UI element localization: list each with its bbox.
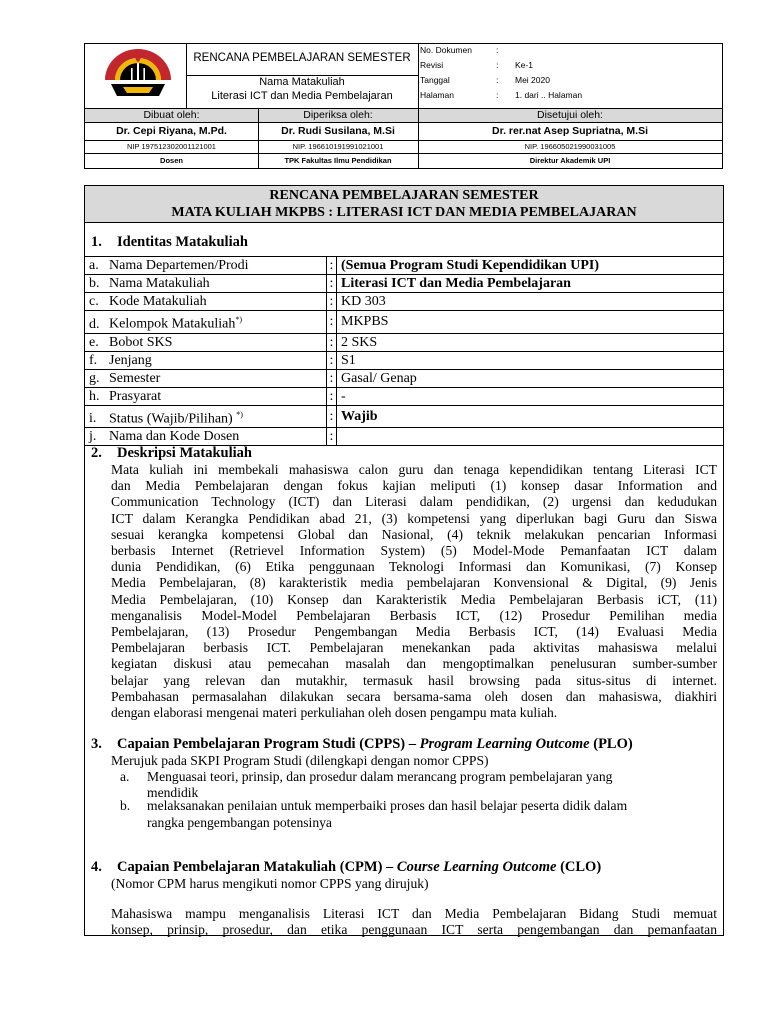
meta-value: 1. dari .. Halaman: [515, 90, 583, 100]
identity-label-cell: [85, 369, 327, 387]
identity-letter: g.: [89, 370, 100, 386]
approved-by-nip: NIP. 196605021990031005: [524, 142, 616, 151]
identity-row: [85, 405, 723, 428]
cpps-note: Merujuk pada SKPI Program Studi (dilengkapi dengan nomor CPPS): [111, 753, 489, 768]
identity-value: 2 SKS: [337, 333, 724, 351]
identity-letter: j.: [89, 429, 97, 445]
identity-label-cell: [85, 387, 327, 405]
identity-value: MKPBS: [337, 311, 724, 334]
identity-label: Bobot SKS: [109, 334, 173, 350]
identity-label: Semester: [109, 370, 161, 386]
cpps-item-b-line2: rangka pengembangan potensinya: [147, 815, 332, 830]
section-title: Identitas Matakuliah: [117, 234, 248, 250]
identity-label-cell: [85, 275, 327, 293]
identity-label: Nama dan Kode Dosen: [109, 429, 240, 445]
approved-by-role: Direktur Akademik UPI: [529, 156, 611, 165]
description-line: berbasis Internet (Retrievel Information System) (5) Model-Mode Pemanfaatan ICT dalam: [111, 543, 717, 559]
description-line: Mata kuliah ini membekali mahasiswa calon guru dan tenaga kependidikan tentang Literasi ICT: [111, 462, 717, 477]
made-by-role: Dosen: [160, 156, 183, 165]
identity-footnote-mark: *): [235, 315, 243, 324]
description-line: belajar yang relevan dan mutakhir, termasuk hasil browsing pada situs-situs di internet.: [111, 672, 717, 688]
identity-value: [337, 428, 724, 446]
meta-label: Tanggal: [420, 75, 450, 85]
identity-label-cell: [85, 293, 327, 311]
identity-label: Nama Matakuliah: [109, 276, 210, 291]
document-title-line2: MATA KULIAH MKPBS : LITERASI ICT DAN MEDIA PEMBELAJARAN: [171, 205, 637, 220]
section-title-suffix: (CLO): [556, 859, 602, 875]
section-title-suffix: (PLO): [589, 736, 633, 752]
identity-row: [85, 275, 723, 293]
approved-by-name: Dr. rer.nat Asep Supriatna, M.Si: [492, 125, 648, 137]
identity-colon: :: [327, 428, 337, 446]
cpps-item-a-line2: mendidik: [147, 785, 199, 800]
description-line: menganalisis Model-Model Pembelajaran Berbasis ICT, (12) Prosedur Pemilihan media: [111, 607, 717, 623]
description-line: Communication Technology (ICT) dan Literasi dalam pendidikan, (2) urgensi dan kedudukan: [111, 494, 717, 510]
description-line: dan Media Pembelajaran dengan fokus kajian meliputi (1) konsep dasar Information and: [111, 478, 717, 494]
checked-by-role: TPK Fakultas Ilmu Pendidikan: [284, 156, 392, 165]
identity-value: Literasi ICT dan Media Pembelajaran: [337, 275, 724, 293]
identity-label-cell: [85, 257, 327, 275]
section-3-heading: [91, 736, 633, 753]
description-line: Media Pembelajaran, (10) Konsep dan Karakteristik Media Pembelajaran Berbasis iCT, (11): [111, 591, 717, 607]
header-course-label: Nama Matakuliah: [259, 76, 345, 88]
document-title-line1: RENCANA PEMBELAJARAN SEMESTER: [269, 188, 539, 203]
identity-letter: f.: [89, 352, 98, 368]
upi-logo-icon: [101, 46, 175, 102]
description-line: Pembelajaran, (13) Prosedur Pengembangan Media Berbasis ICT, (14) Evaluasi Media: [111, 624, 717, 640]
identity-row: [85, 387, 723, 405]
checked-by-nip: NIP. 196610191991021001: [292, 142, 384, 151]
cpm-description: [111, 906, 717, 938]
section-title-italic: Program Learning Outcome: [419, 736, 590, 752]
course-identity-table: [85, 256, 723, 446]
identity-value: KD 303: [337, 293, 724, 311]
section-number: 2.: [91, 445, 102, 461]
meta-value: Ke-1: [515, 60, 533, 70]
description-line: ICT dalam Kerangka Pendidikan abad 21, (3) kompetensi yang diperlukan bagi Guru dan Siswa: [111, 510, 717, 526]
description-line: dengan elaborasi mengenai materi perkuliahan oleh dosen pengampu mata kuliah.: [111, 705, 558, 721]
made-by-nip: NIP 197512302001121001: [127, 142, 216, 151]
description-line: Media Pembelajaran, (8) karakteristik media pembelajaran Konvensional & Digital, (9) Jenis: [111, 575, 717, 591]
identity-label: Prasyarat: [109, 388, 162, 404]
identity-label-cell: [85, 405, 327, 428]
description-line: Pembelajaran berbasis ICT. Pembelajaran menekankan pada aktivitas mahasiswa melalui: [111, 640, 717, 656]
description-line: dunia Pendidikan, (6) Etika penggunaan Teknologi Informasi dan Komunikasi, (7) Konsep: [111, 559, 717, 575]
description-line: Mahasiswa mampu menganalisis Literasi ICT dan Media Pembelajaran Bidang Studi memuat: [111, 906, 717, 921]
section-title: Capaian Pembelajaran Program Studi (CPPS) –: [117, 736, 420, 752]
identity-value: Gasal/ Genap: [337, 369, 724, 387]
checked-by-name: Dr. Rudi Susilana, M.Si: [281, 125, 395, 137]
header-course-name: Literasi ICT dan Media Pembelajaran: [211, 90, 393, 102]
description-line: sesuai kerangka kompetensi Global dan Nasional, (4) teknik melakukan pencarian Informasi: [111, 526, 717, 542]
identity-value: Wajib: [337, 405, 724, 428]
description-line: kegiatan diskusi atau pemecahan masalah dan mengoptimalkan penelusuran sumber-sumber: [111, 656, 717, 672]
identity-row: [85, 351, 723, 369]
identity-label-cell: [85, 311, 327, 334]
meta-separator: :: [496, 60, 499, 70]
header-title: RENCANA PEMBELAJARAN SEMESTER: [193, 52, 411, 64]
identity-row: [85, 369, 723, 387]
identity-colon: :: [327, 369, 337, 387]
document-title: [85, 186, 723, 223]
identity-letter: b.: [89, 276, 100, 291]
identity-colon: :: [327, 275, 337, 293]
section-1-heading: [91, 234, 248, 251]
meta-separator: :: [496, 45, 499, 55]
identity-letter: a.: [89, 258, 99, 273]
meta-label: Revisi: [420, 60, 444, 70]
made-by-label: Dibuat oleh:: [143, 109, 200, 121]
description-line: konsep, prinsip, prosedur, dan etika penggunaan ICT serta pengembangan dan pemanfaatan: [111, 922, 717, 938]
identity-colon: :: [327, 351, 337, 369]
identity-row: [85, 257, 723, 275]
cpm-note: (Nomor CPM harus mengikuti nomor CPPS yang dirujuk): [111, 876, 429, 891]
rps-content-box: [84, 185, 724, 936]
identity-value: S1: [337, 351, 724, 369]
identity-row: [85, 293, 723, 311]
section-number: 1.: [91, 234, 102, 250]
identity-footnote-mark: *): [236, 409, 243, 419]
approved-by-label: Disetujui oleh:: [537, 109, 603, 121]
section-number: 4.: [91, 859, 102, 875]
cpps-item-a-line1: Menguasai teori, prinsip, dan prosedur dalam merancang program pembelajaran yang: [147, 769, 613, 784]
identity-colon: :: [327, 311, 337, 334]
identity-label-cell: [85, 333, 327, 351]
identity-letter: e.: [89, 334, 99, 350]
identity-letter: d.: [89, 316, 100, 332]
identity-label-cell: [85, 428, 327, 446]
cpps-item-a-letter: a.: [120, 769, 130, 784]
identity-colon: :: [327, 387, 337, 405]
identity-label: Status (Wajib/Pilihan): [109, 411, 237, 427]
identity-row: [85, 333, 723, 351]
meta-separator: :: [496, 75, 499, 85]
course-description: [111, 462, 717, 721]
identity-colon: :: [327, 405, 337, 428]
checked-by-label: Diperiksa oleh:: [303, 109, 373, 121]
meta-label: No. Dokumen: [420, 45, 472, 55]
identity-value: -: [337, 387, 724, 405]
meta-label: Halaman: [420, 90, 455, 100]
identity-letter: c.: [89, 294, 99, 309]
identity-label: Nama Departemen/Prodi: [109, 258, 249, 273]
identity-row: [85, 428, 723, 446]
identity-letter: h.: [89, 388, 100, 404]
identity-value: (Semua Program Studi Kependidikan UPI): [337, 257, 724, 275]
identity-label: Jenjang: [109, 352, 152, 368]
document-header: [84, 43, 723, 169]
section-2-heading: [91, 445, 252, 462]
section-title: Capaian Pembelajaran Matakuliah (CPM) –: [117, 859, 397, 875]
identity-label-cell: [85, 351, 327, 369]
section-title: Deskripsi Matakuliah: [117, 445, 252, 461]
section-number: 3.: [91, 736, 102, 752]
identity-row: [85, 311, 723, 334]
identity-colon: :: [327, 333, 337, 351]
cpps-item-b-line1: melaksanakan penilaian untuk memperbaiki proses dan hasil belajar peserta didik dalam: [147, 798, 628, 813]
identity-colon: :: [327, 257, 337, 275]
section-title-italic: Course Learning Outcome: [396, 859, 557, 875]
section-4-heading: [91, 859, 601, 876]
identity-label: Kode Matakuliah: [109, 294, 207, 309]
identity-letter: i.: [89, 411, 97, 427]
identity-colon: :: [327, 293, 337, 311]
identity-label: Kelompok Matakuliah: [109, 316, 236, 332]
made-by-name: Dr. Cepi Riyana, M.Pd.: [116, 125, 227, 137]
description-line: Pembahasan permasalahan dilakukan secara bersama-sama oleh dosen dan mahasiswa, diakhiri: [111, 688, 717, 704]
meta-separator: :: [496, 90, 499, 100]
cpps-item-b-letter: b.: [120, 798, 131, 813]
meta-value: Mei 2020: [515, 75, 550, 85]
